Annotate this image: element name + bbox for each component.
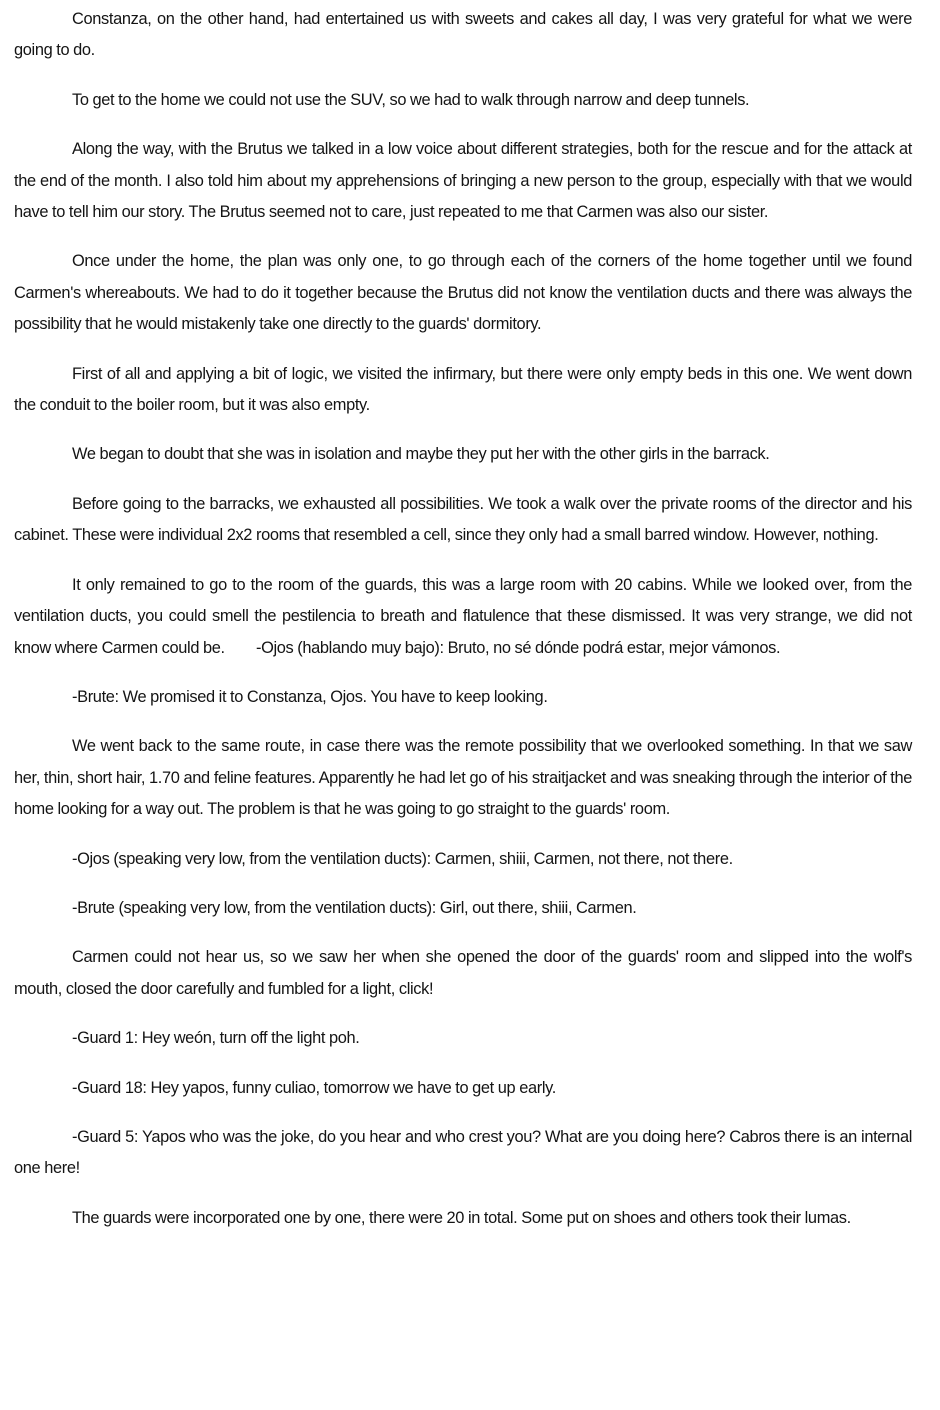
paragraph-13: Carmen could not hear us, so we saw her when she opened the door of the guards' room and slipped into the wolf's mouth, closed the door carefully and fumbled for a light, click!: [14, 948, 912, 998]
paragraph-6: We began to doubt that she was in isolation and maybe they put her with the other girls in the barrack.: [72, 445, 770, 464]
paragraph-12: -Brute (speaking very low, from the ventilation ducts): Girl, out there, shiii, Carmen.: [72, 898, 637, 917]
paragraph-3: Along the way, with the Brutus we talked in a low voice about different strategies, both for the rescue and for the attack at the end of the month. I also told him about my apprehensions of bringing a new person to the group, especially with that we would have to tell him our story. The Brutus seemed not to care, just repeated to me that Carmen was also our sister.: [14, 140, 912, 222]
paragraph-15: -Guard 18: Hey yapos, funny culiao, tomorrow we have to get up early.: [72, 1078, 556, 1097]
paragraph-14: -Guard 1: Hey weón, turn off the light poh.: [72, 1029, 360, 1048]
paragraph-1: Constanza, on the other hand, had entertained us with sweets and cakes all day, I was very grateful for what we were going to do.: [14, 10, 912, 60]
paragraph-5: First of all and applying a bit of logic, we visited the infirmary, but there were only empty beds in this one. We went down the conduit to the boiler room, but it was also empty.: [14, 364, 912, 415]
paragraph-4: Once under the home, the plan was only one, to go through each of the corners of the home together until we found Carmen's whereabouts. We had to do it together because the Brutus did not know the ventilation ducts and there was always the possibility that he would mistakenly take one directly to the guards' dormitory.: [14, 252, 912, 334]
paragraph-17: The guards were incorporated one by one, there were 20 in total. Some put on shoes and others took their lumas.: [72, 1208, 851, 1227]
paragraph-9: -Brute: We promised it to Constanza, Ojos. You have to keep looking.: [72, 687, 548, 706]
paragraph-2: To get to the home we could not use the SUV, so we had to walk through narrow and deep tunnels.: [72, 90, 750, 109]
paragraph-16: -Guard 5: Yapos who was the joke, do you hear and who crest you? What are you doing here? Cabros there is an internal one here!: [14, 1127, 912, 1178]
paragraph-11: -Ojos (speaking very low, from the ventilation ducts): Carmen, shiii, Carmen, not there, not there.: [72, 849, 733, 868]
paragraph-10: We went back to the same route, in case there was the remote possibility that we overlooked something. In that we saw her, thin, short hair, 1.70 and feline features. Apparently he had let go of his straitjacket and was sneaking through the interior of the home looking for a way out. The problem is that he was going to go straight to the guards' room.: [14, 737, 912, 819]
paragraph-7: Before going to the barracks, we exhausted all possibilities. We took a walk over the private rooms of the director and his cabinet. These were individual 2x2 rooms that resembled a cell, since they only had a small barred window. However, nothing.: [14, 494, 912, 545]
paragraph-8: It only remained to go to the room of the guards, this was a large room with 20 cabins. While we looked over, from the ventilation ducts, you could smell the pestilencia to breath and flatulence that these dismissed. It was very strange, we did not know where Carmen could be. -Ojos (hablando muy bajo): Bruto, no sé dónde podrá estar, mejor vámonos.: [14, 575, 916, 657]
